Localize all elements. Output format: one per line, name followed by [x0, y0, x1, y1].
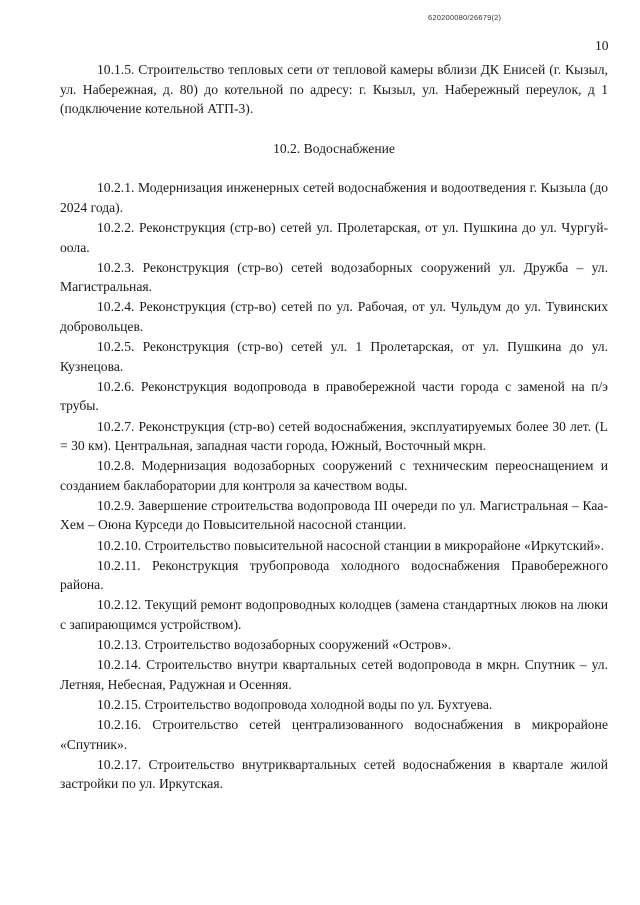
list-item: 10.2.12. Текущий ремонт водопроводных колодцев (замена стандартных люков на люки с запирающимся устройством). — [60, 597, 608, 632]
list-item: 10.2.7. Реконструкция (стр-во) сетей водоснабжения, эксплуатируемых более 30 лет. (L = 30 км). Центральная, западная части города, Южный, Восточный мкрн. — [60, 418, 608, 454]
list-item: 10.2.13. Строительство водозаборных сооружений «Остров». — [97, 637, 452, 653]
list-item: 10.2.16. Строительство сетей централизованного водоснабжения в микрорайоне «Спутник». — [60, 716, 608, 752]
intro-paragraph: 10.1.5. Строительство тепловых сети от тепловой камеры вблизи ДК Енисей (г. Кызыл, ул. Набережная, д. 80) до котельной по адресу: г. Кызыл, ул. Набережный переулок, д 1 (подключение котельной АТП-3). — [60, 62, 608, 117]
section-title: 10.2. Водоснабжение — [273, 140, 395, 156]
list-item: 10.2.14. Строительство внутри квартальных сетей водопровода в мкрн. Спутник – ул. Летняя, Небесная, Радужная и Осенняя. — [60, 657, 608, 692]
list-item: 10.2.11. Реконструкция трубопровода холодного водоснабжения Правобережного района. — [60, 557, 608, 593]
document-id: 620200080/26679(2) — [428, 13, 502, 22]
list-item: 10.2.1. Модернизация инженерных сетей водоснабжения и водоотведения г. Кызыла (до 2024 года). — [60, 180, 608, 215]
list-item: 10.2.3. Реконструкция (стр-во) сетей водозаборных сооружений ул. Дружба – ул. Магистральная. — [60, 259, 608, 295]
list-item: 10.2.17. Строительство внутриквартальных сетей водоснабжения в квартале жилой застройки по ул. Иркутская. — [60, 756, 608, 792]
list-item: 10.2.6. Реконструкция водопровода в правобережной части города с заменой на п/э трубы. — [60, 378, 608, 414]
list-item: 10.2.8. Модернизация водозаборных сооружений с техническим переоснащением и созданием баклаборатории для контроля за качеством воды. — [60, 458, 608, 493]
list-item: 10.2.9. Завершение строительства водопровода III очереди по ул. Магистральная – Каа-Хем – Оюна Курседи до Повысительной насосной станции. — [60, 497, 608, 533]
list-item: 10.2.2. Реконструкция (стр-во) сетей ул. Пролетарская, от ул. Пушкина до ул. Чургуй-оола. — [60, 220, 608, 255]
list-item: 10.2.10. Строительство повысительной насосной станции в микрорайоне «Иркутский». — [97, 537, 605, 553]
section-items-list — [60, 178, 608, 793]
list-item: 10.2.4. Реконструкция (стр-во) сетей по ул. Рабочая, от ул. Чульдум до ул. Тувинских добровольцев. — [60, 299, 608, 335]
list-item: 10.2.5. Реконструкция (стр-во) сетей ул. 1 Пролетарская, от ул. Пушкина до ул. Кузнецова. — [60, 339, 608, 374]
list-item: 10.2.15. Строительство водопровода холодной воды по ул. Бухтуева. — [97, 696, 493, 712]
document-body — [60, 60, 608, 794]
page-number: 10 — [595, 38, 609, 53]
